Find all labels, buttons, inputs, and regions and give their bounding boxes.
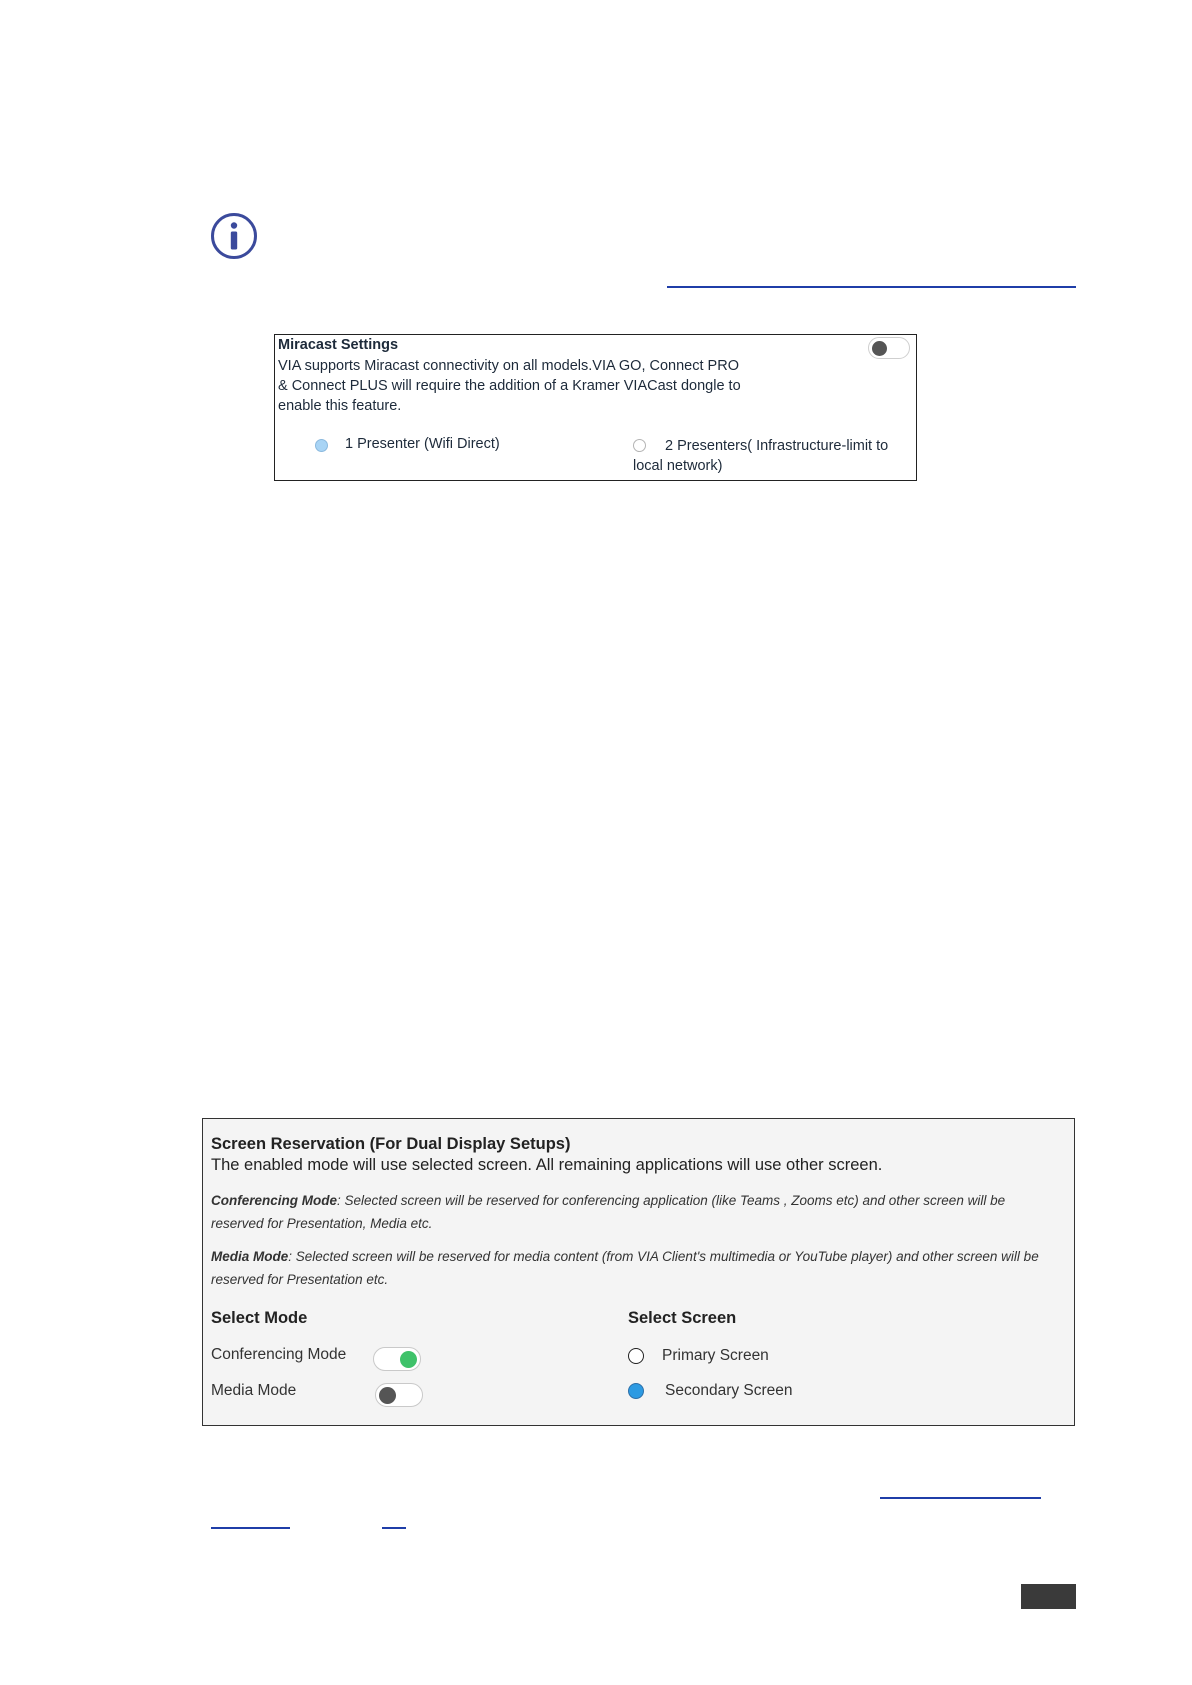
hyperlink-underline[interactable] xyxy=(880,1497,1041,1499)
media-mode-toggle[interactable] xyxy=(375,1383,423,1407)
conferencing-mode-toggle[interactable] xyxy=(373,1347,421,1371)
radio-two-presenters-label: 2 Presenters( Infrastructure-limit to local network) xyxy=(633,438,889,474)
miracast-toggle[interactable] xyxy=(868,337,910,359)
conferencing-mode-label: Conferencing Mode xyxy=(211,1346,347,1363)
toggle-knob xyxy=(400,1351,417,1368)
miracast-settings-panel xyxy=(274,334,917,481)
select-screen-heading: Select Screen xyxy=(628,1309,737,1327)
media-note-text: : Selected screen will be reserved for media content (from VIA Client's multimedia or YouTube player) and other screen will be reserved for Presentation etc. xyxy=(211,1249,1039,1287)
media-mode-label: Media Mode xyxy=(211,1382,297,1399)
hyperlink-underline[interactable] xyxy=(211,1527,290,1529)
radio-secondary-screen[interactable] xyxy=(628,1383,644,1399)
radio-primary-screen[interactable] xyxy=(628,1348,644,1364)
miracast-title: Miracast Settings xyxy=(278,337,399,353)
radio-one-presenter[interactable] xyxy=(315,439,328,452)
media-note-label: Media Mode xyxy=(211,1249,289,1264)
info-icon xyxy=(209,211,259,261)
conferencing-mode-note xyxy=(211,1189,1061,1235)
note-hyperlink-underline[interactable] xyxy=(667,286,1076,288)
toggle-knob xyxy=(379,1387,396,1404)
radio-one-presenter-label: 1 Presenter (Wifi Direct) xyxy=(345,436,500,452)
primary-screen-label: Primary Screen xyxy=(662,1347,769,1364)
toggle-knob xyxy=(872,341,887,356)
secondary-screen-label: Secondary Screen xyxy=(665,1382,793,1399)
miracast-description: VIA supports Miracast connectivity on all models.VIA GO, Connect PRO & Connect PLUS will require the addition of a Kramer VIACast dongle to enable this feature. xyxy=(278,358,741,414)
screen-reservation-title: Screen Reservation (For Dual Display Setups) xyxy=(211,1135,571,1153)
page-number-box xyxy=(1021,1584,1076,1609)
screen-reservation-subtitle: The enabled mode will use selected screen. All remaining applications will use other screen. xyxy=(211,1156,883,1174)
select-mode-heading: Select Mode xyxy=(211,1309,308,1327)
hyperlink-underline[interactable] xyxy=(382,1527,406,1529)
conferencing-note-label: Conferencing Mode xyxy=(211,1193,338,1208)
screen-reservation-panel xyxy=(202,1118,1075,1426)
media-mode-note xyxy=(211,1245,1061,1291)
conferencing-note-text: : Selected screen will be reserved for conferencing application (like Teams , Zooms etc) and other screen will be reserved for Presentation, Media etc. xyxy=(211,1193,1006,1231)
